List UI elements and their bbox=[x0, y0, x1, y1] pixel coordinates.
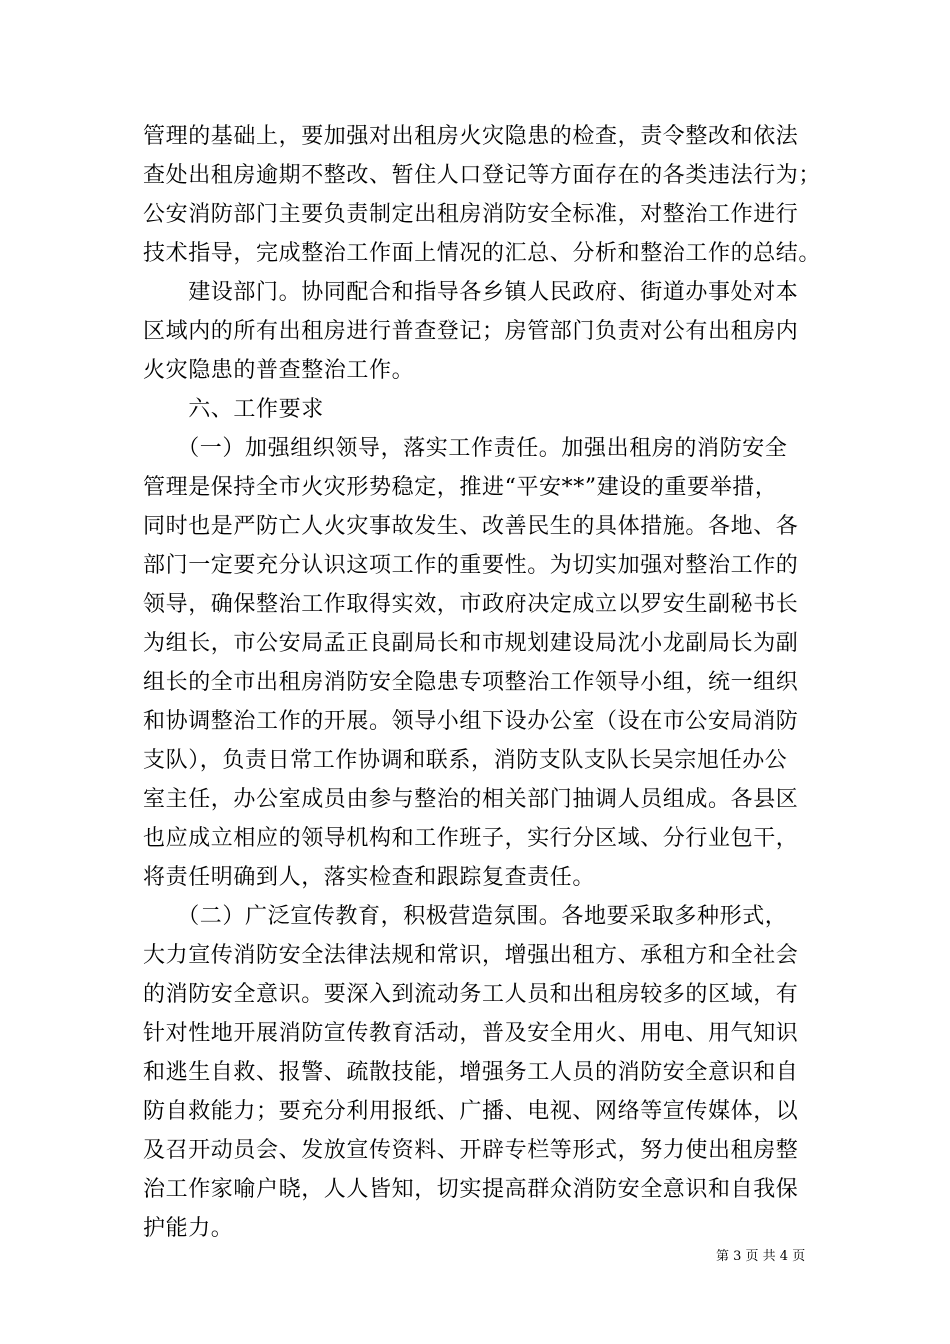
text-line: 建设部门。协同配合和指导各乡镇人民政府、街道办事处对本 bbox=[143, 280, 799, 305]
text-line: 和协调整治工作的开展。领导小组下设办公室（设在市公安局消防 bbox=[143, 709, 799, 734]
text-line: 治工作家喻户晓，人人皆知，切实提高群众消防安全意识和自我保 bbox=[143, 1177, 799, 1202]
text-line: 的消防安全意识。要深入到流动务工人员和出租房较多的区域，有 bbox=[143, 982, 799, 1007]
text-line: 领导，确保整治工作取得实效，市政府决定成立以罗安生副秘书长 bbox=[143, 592, 799, 617]
text-line: 查处出租房逾期不整改、暂住人口登记等方面存在的各类违法行为； bbox=[143, 163, 822, 188]
text-line: 也应成立相应的领导机构和工作班子，实行分区域、分行业包干， bbox=[143, 826, 799, 851]
text-line: 公安消防部门主要负责制定出租房消防安全标准，对整治工作进行 bbox=[143, 202, 799, 227]
page-number-footer: 第 3 页 共 4 页 bbox=[716, 1249, 806, 1264]
document-body bbox=[143, 117, 823, 1248]
text-line: 同时也是严防亡人火灾事故发生、改善民生的具体措施。各地、各 bbox=[143, 514, 799, 539]
text-line: （一）加强组织领导，落实工作责任。加强出租房的消防安全 bbox=[143, 436, 788, 461]
text-line: 管理是保持全市火灾形势稳定，推进“平安**”建设的重要举措， bbox=[143, 475, 778, 500]
text-line: 部门一定要充分认识这项工作的重要性。为切实加强对整治工作的 bbox=[143, 553, 799, 578]
text-line: 支队），负责日常工作协调和联系，消防支队支队长吴宗旭任办公 bbox=[143, 748, 788, 773]
text-line: 护能力。 bbox=[143, 1216, 234, 1241]
section-heading: 六、工作要求 bbox=[143, 397, 324, 422]
text-line: 大力宣传消防安全法律法规和常识，增强出租方、承租方和全社会 bbox=[143, 943, 799, 968]
text-line: 防自救能力；要充分利用报纸、广播、电视、网络等宣传媒体，以 bbox=[143, 1099, 799, 1124]
text-line: 组长的全市出租房消防安全隐患专项整治工作领导小组，统一组织 bbox=[143, 670, 799, 695]
text-line: 将责任明确到人，落实检查和跟踪复查责任。 bbox=[143, 865, 596, 890]
text-line: 为组长，市公安局孟正良副局长和市规划建设局沈小龙副局长为副 bbox=[143, 631, 799, 656]
text-line: 区域内的所有出租房进行普查登记；房管部门负责对公有出租房内 bbox=[143, 319, 799, 344]
text-line: 技术指导，完成整治工作面上情况的汇总、分析和整治工作的总结。 bbox=[143, 241, 822, 266]
text-line: （二）广泛宣传教育，积极营造氛围。各地要采取多种形式， bbox=[143, 904, 788, 929]
text-line: 室主任，办公室成员由参与整治的相关部门抽调人员组成。各县区 bbox=[143, 787, 799, 812]
text-line: 及召开动员会、发放宣传资料、开辟专栏等形式，努力使出租房整 bbox=[143, 1138, 799, 1163]
text-line: 管理的基础上，要加强对出租房火灾隐患的检查，责令整改和依法 bbox=[143, 124, 799, 149]
text-line: 火灾隐患的普查整治工作。 bbox=[143, 358, 415, 383]
text-line: 针对性地开展消防宣传教育活动，普及安全用火、用电、用气知识 bbox=[143, 1021, 799, 1046]
text-line: 和逃生自救、报警、疏散技能，增强务工人员的消防安全意识和自 bbox=[143, 1060, 799, 1085]
